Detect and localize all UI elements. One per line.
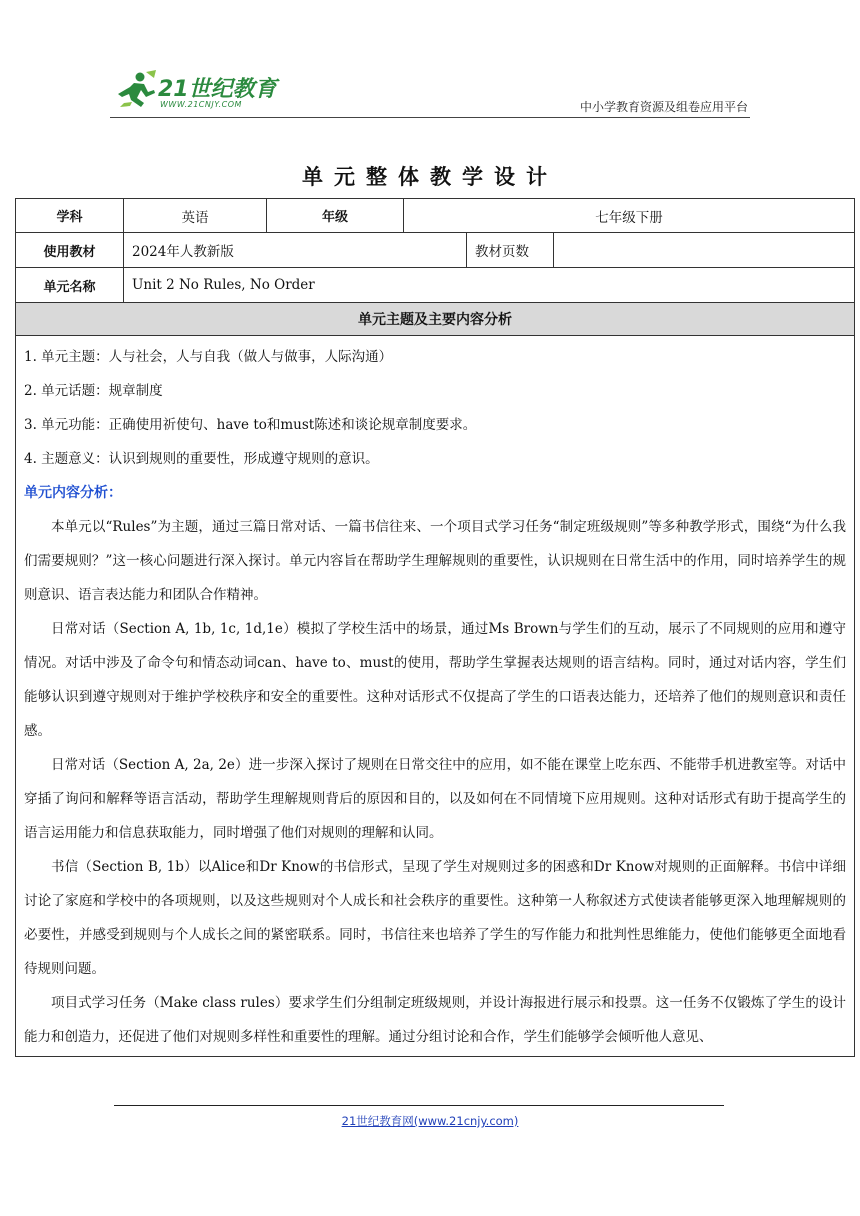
grade-label: 年级 bbox=[267, 199, 404, 233]
content-cell bbox=[16, 336, 855, 1057]
subject-label: 学科 bbox=[16, 199, 124, 233]
table-row bbox=[16, 268, 855, 303]
section-header: 单元主题及主要内容分析 bbox=[16, 303, 855, 336]
grade-value: 七年级下册 bbox=[404, 199, 855, 233]
paragraph: 本单元以“Rules”为主题，通过三篇日常对话、一篇书信往来、一个项目式学习任务“制定班级规则”等多种教学形式，围绕“为什么我们需要规则？”这一核心问题进行深入探讨。单元内容旨在帮助学生理解规则的重要性，认识规则在日常生活中的作用，同时培养学生的规则意识、语言表达能力和团队合作精神。 bbox=[24, 519, 847, 603]
paragraph: 日常对话（Section A, 1b, 1c, 1d,1e）模拟了学校生活中的场景，通过Ms Brown与学生们的互动，展示了不同规则的应用和遵守情况。对话中涉及了命令句和情态动词can、have to、must的使用，帮助学生掌握表达规则的语言结构。同时，通过对话内容，学生们能够认识到遵守规则对于维护学校秩序和安全的重要性。这种对话形式不仅提高了学生的口语表达能力，还培养了他们的规则意识和责任感。 bbox=[24, 621, 847, 739]
footer-link[interactable]: 21世纪教育网(www.21cnjy.com) bbox=[341, 1114, 519, 1128]
site-logo[interactable] bbox=[110, 66, 280, 116]
paragraph: 日常对话（Section A, 2a, 2e）进一步深入探讨了规则在日常交往中的应用，如不能在课堂上吃东西、不能带手机进教室等。对话中穿插了询问和解释等语言活动，帮助学生理解规则背后的原因和目的，以及如何在不同情境下应用规则。这种对话形式有助于提高学生的语言运用能力和信息获取能力，同时增强了他们对规则的理解和认同。 bbox=[24, 757, 847, 841]
document-title: 单元整体教学设计 bbox=[302, 164, 558, 189]
list-item: 3. 单元功能：正确使用祈使句、have to和must陈述和谈论规章制度要求。 bbox=[24, 417, 477, 433]
footer-divider bbox=[114, 1105, 724, 1106]
subject-value: 英语 bbox=[124, 199, 267, 233]
logo-text: 21世纪教育 bbox=[158, 77, 277, 102]
list-item: 2. 单元话题：规章制度 bbox=[24, 383, 163, 399]
list-item: 4. 主题意义：认识到规则的重要性，形成遵守规则的意识。 bbox=[24, 451, 379, 467]
content-row bbox=[16, 336, 855, 1057]
logo-url: WWW.21CNJY.COM bbox=[160, 100, 242, 109]
unit-label: 单元名称 bbox=[16, 268, 124, 303]
paragraph: 书信（Section B, 1b）以Alice和Dr Know的书信形式，呈现了学生对规则过多的困惑和Dr Know对规则的正面解释。书信中详细讨论了家庭和学校中的各项规则，以及这些规则对个人成长和社会秩序的重要性。这种第一人称叙述方式使读者能够更深入地理解规则的必要性，并感受到规则与个人成长之间的紧密联系。同时，书信往来也培养了学生的写作能力和批判性思维能力，使他们能够更全面地看待规则问题。 bbox=[24, 859, 847, 977]
runner-logo-icon bbox=[110, 70, 158, 110]
section-header-row bbox=[16, 303, 855, 336]
design-table bbox=[15, 198, 855, 1057]
platform-name: 中小学教育资源及组卷应用平台 bbox=[579, 100, 748, 114]
table-row bbox=[16, 233, 855, 268]
textbook-value: 2024年人教新版 bbox=[124, 233, 467, 268]
table-row bbox=[16, 199, 855, 233]
textbook-label: 使用教材 bbox=[16, 233, 124, 268]
analysis-heading: 单元内容分析： bbox=[24, 485, 122, 501]
paragraph: 项目式学习任务（Make class rules）要求学生们分组制定班级规则，并设计海报进行展示和投票。这一任务不仅锻炼了学生的设计能力和创造力，还促进了他们对规则多样性和重要性的理解。通过分组讨论和合作，学生们能够学会倾听他人意见、 bbox=[24, 995, 847, 1045]
unit-value: Unit 2 No Rules, No Order bbox=[124, 268, 855, 303]
header-divider bbox=[110, 117, 750, 118]
page-header bbox=[0, 0, 860, 120]
list-item: 1. 单元主题：人与社会，人与自我（做人与做事，人际沟通） bbox=[24, 349, 393, 365]
pages-label: 教材页数 bbox=[467, 233, 554, 268]
pages-value bbox=[554, 233, 855, 268]
